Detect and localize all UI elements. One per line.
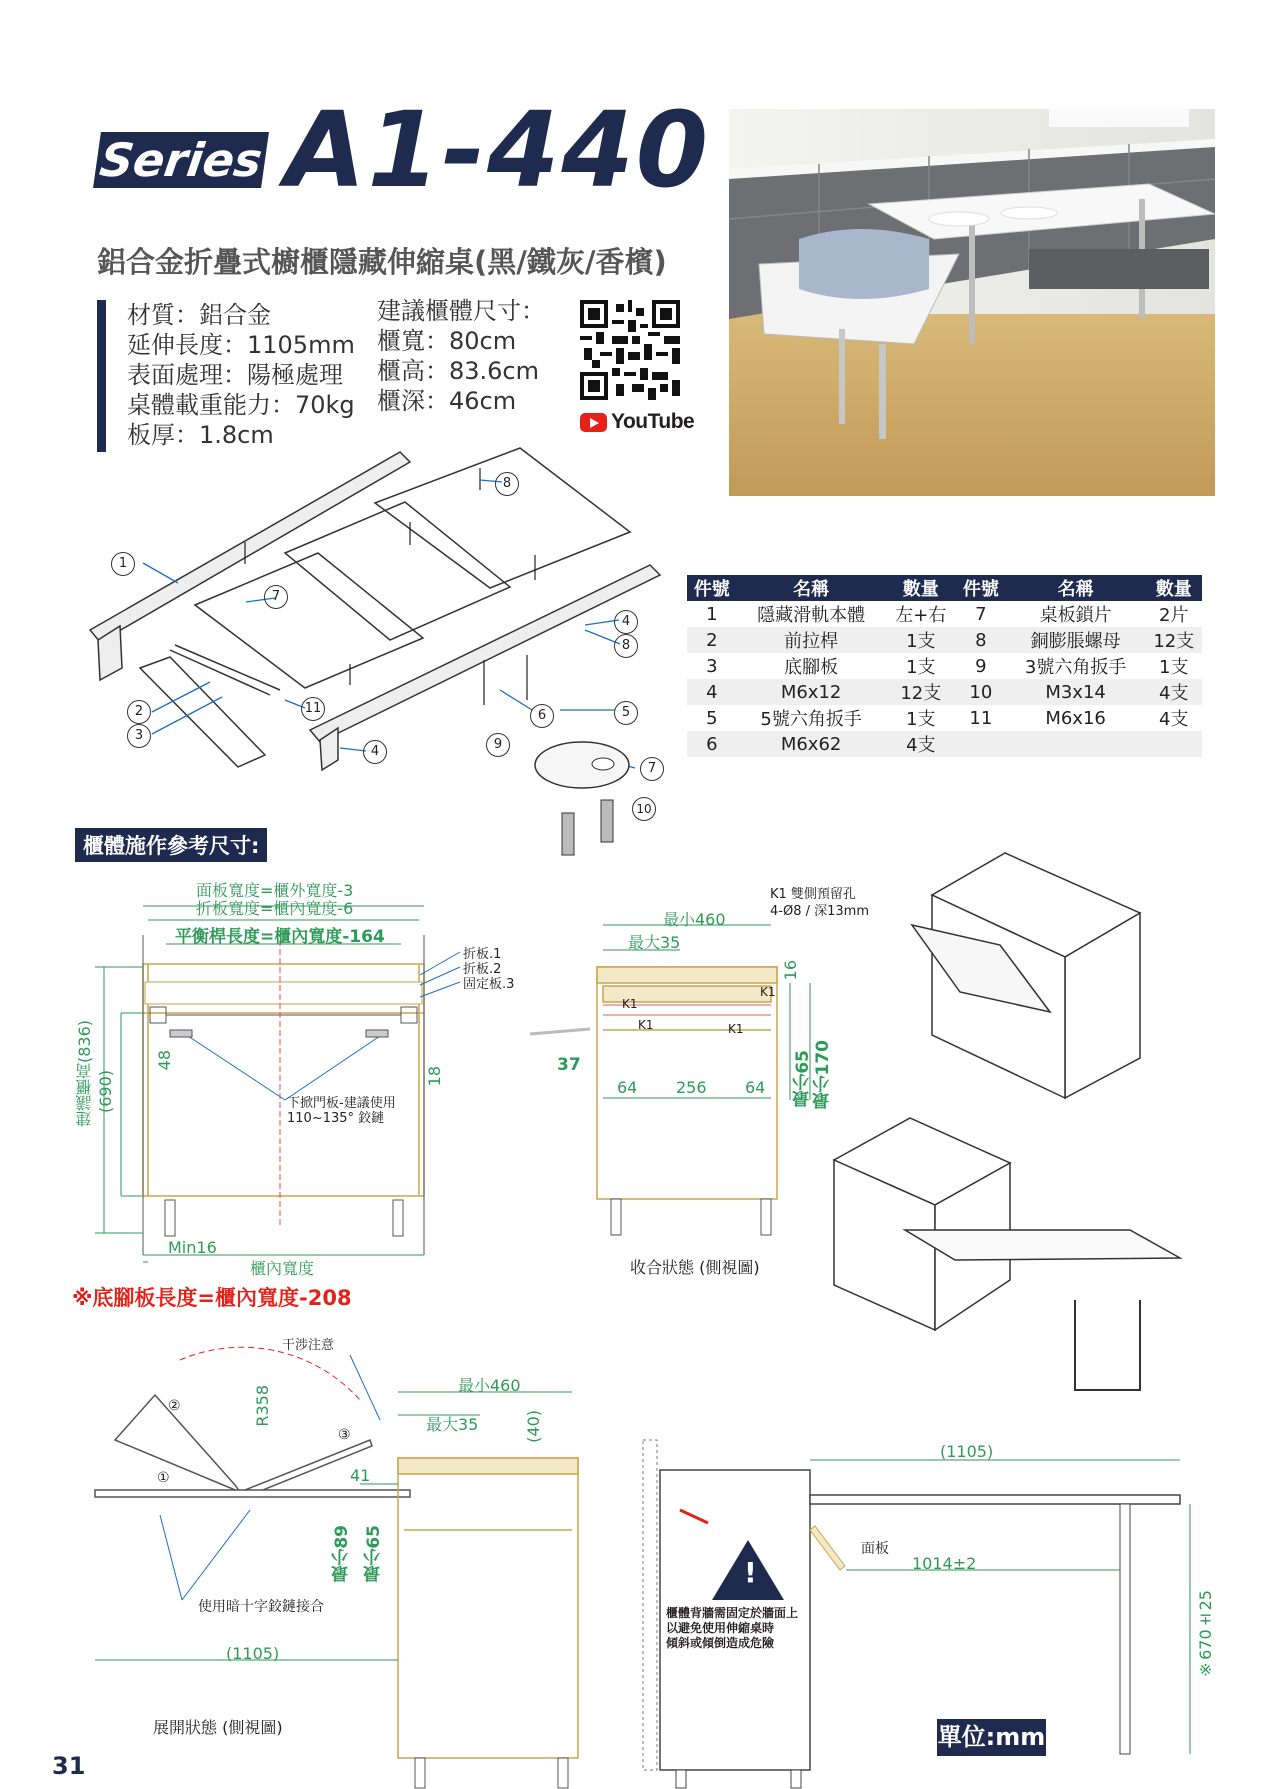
- callout-1: 1: [111, 552, 135, 576]
- table-cell: 9: [975, 655, 987, 677]
- callout-6: 6: [530, 704, 554, 728]
- dim-690: (690): [96, 1070, 115, 1114]
- cabinet-size-item: 櫃高：83.6cm: [377, 357, 540, 385]
- dim-cabinet-height: 建議櫃高(836): [75, 1020, 94, 1128]
- callout-7: 7: [264, 585, 288, 609]
- dim-inner-width: 櫃內寬度: [250, 1259, 315, 1278]
- section-title: 櫃體施作參考尺寸:: [75, 828, 267, 862]
- table-cell: 1: [706, 603, 718, 625]
- col-header: 件號: [687, 575, 737, 601]
- table-cell: 7: [975, 603, 987, 625]
- k1-label: K1: [638, 1018, 654, 1032]
- table-cell: 5: [706, 707, 718, 729]
- dim-height: ※670±25: [1196, 1590, 1215, 1679]
- dim-r358: R358: [253, 1385, 272, 1427]
- col-header: 件號: [956, 575, 1006, 601]
- dim-64a: 64: [617, 1078, 638, 1097]
- model-number: A1-440: [285, 89, 711, 211]
- warning-icon: !: [744, 1556, 757, 1589]
- dim-balance-bar: 平衡桿長度=櫃內寬度-164: [175, 927, 385, 947]
- table-cell: 1支: [1159, 657, 1189, 678]
- step-1-marker: ①: [157, 1470, 170, 1486]
- table-cell: 前拉桿: [737, 627, 886, 653]
- unit-label: 單位:mm: [937, 1719, 1046, 1756]
- dim-max35: 最大35: [426, 1415, 479, 1434]
- warning-line: 傾斜或傾倒造成危險: [666, 1636, 775, 1650]
- dim-min89: 最小89: [332, 1525, 352, 1583]
- dim-16: 16: [781, 960, 800, 981]
- closed-caption: 收合狀態 (側視圖): [630, 1258, 760, 1277]
- table-cell: 12支: [886, 679, 956, 705]
- spec-item: 桌體載重能力：70kg: [127, 391, 355, 419]
- dim-fold-width: 折板寬度=櫃內寬度-6: [196, 899, 354, 918]
- table-cell: 3: [706, 655, 718, 677]
- cabinet-size-item: 櫃寬：80cm: [377, 327, 517, 355]
- dim-min16: Min16: [168, 1238, 217, 1257]
- door-note-1: 下掀門板-建議使用: [287, 1096, 396, 1111]
- callout-4: 4: [614, 610, 638, 634]
- dim-1105: (1105): [940, 1442, 994, 1461]
- col-header: 名稱: [737, 575, 886, 601]
- table-cell: M3x14: [1006, 679, 1146, 705]
- table-cell: 2片: [1159, 605, 1189, 626]
- table-cell: M6x12: [737, 679, 886, 705]
- table-cell: M6x16: [1045, 707, 1106, 729]
- dim-48: 48: [155, 1050, 174, 1071]
- label-fold-2: 折板.2: [463, 962, 502, 977]
- dim-min65: 最小65: [793, 1050, 813, 1108]
- dim-1014: 1014±2: [912, 1554, 977, 1573]
- table-cell: 5號六角扳手: [760, 709, 862, 730]
- dim-18: 18: [425, 1066, 444, 1087]
- hinge-label: 使用暗十字鉸鏈接合: [198, 1599, 324, 1615]
- panel-label: 面板: [861, 1541, 889, 1557]
- footplate-length-note: ※底腳板長度=櫃內寬度-208: [72, 1286, 352, 1310]
- youtube-label: YouTube: [611, 410, 695, 433]
- dim-panel-width: 面板寬度=櫃外寬度-3: [196, 881, 354, 900]
- callout-2: 2: [127, 700, 151, 724]
- table-cell: 12支: [1146, 627, 1202, 653]
- spec-item: 板厚：1.8cm: [127, 421, 274, 449]
- table-cell: 1支: [906, 709, 936, 730]
- table-cell: 4: [687, 679, 737, 705]
- table-cell: 隱藏滑軌本體: [757, 605, 866, 626]
- table-cell: 2: [687, 627, 737, 653]
- k1-label: K1: [728, 1022, 744, 1036]
- callout-5: 5: [614, 701, 638, 725]
- dim-37: 37: [557, 1055, 581, 1075]
- k1-label: K1: [760, 985, 776, 999]
- dim-40: (40): [524, 1410, 543, 1443]
- table-cell: 1支: [886, 627, 956, 653]
- door-note-2: 110~135° 鉸鏈: [287, 1111, 385, 1126]
- callout-9: 9: [486, 733, 510, 757]
- warning-text: [666, 1606, 798, 1651]
- open-caption: 展開狀態 (側視圖): [153, 1718, 283, 1737]
- col-header: 數量: [1146, 575, 1202, 601]
- spec-item: 材質：鋁合金: [127, 301, 271, 329]
- warning-line: 以避免使用伸縮桌時: [666, 1621, 775, 1635]
- callout-3: 3: [127, 724, 151, 748]
- step-3-marker: ③: [338, 1427, 351, 1443]
- table-cell: 1支: [906, 657, 936, 678]
- page-number: 31: [52, 1752, 86, 1780]
- table-cell: 左+右: [895, 605, 947, 626]
- label-fixed-plate: 固定板.3: [463, 977, 515, 992]
- step-2-marker: ②: [168, 1398, 181, 1414]
- table-cell: 6: [687, 731, 737, 757]
- k1-title: K1 雙側預留孔: [770, 887, 856, 902]
- callout-8: 8: [614, 634, 638, 658]
- dim-min65: 最小65: [364, 1525, 384, 1583]
- table-cell: 銅膨脹螺母: [1006, 627, 1146, 653]
- dim-256: 256: [676, 1078, 707, 1097]
- interference-label: 干涉注意: [282, 1338, 335, 1353]
- table-cell: M6x62: [737, 731, 886, 757]
- dim-64b: 64: [745, 1078, 766, 1097]
- col-header: 名稱: [1006, 575, 1146, 601]
- k1-label: K1: [622, 997, 638, 1011]
- table-cell: 4支: [1159, 709, 1189, 730]
- label-fold-1: 折板.1: [463, 947, 502, 962]
- dim-max35: 最大35: [628, 933, 681, 952]
- cabinet-size-item: 櫃深：46cm: [377, 387, 517, 415]
- col-header: 數量: [886, 575, 956, 601]
- table-cell: 10: [956, 679, 1006, 705]
- warning-line: 櫃體背牆需固定於牆面上: [666, 1606, 799, 1620]
- table-cell: 4支: [1146, 679, 1202, 705]
- k1-spec: 4-Ø8 / 深13mm: [770, 904, 869, 919]
- table-cell: 桌板鎖片: [1039, 605, 1112, 626]
- callout-8: 8: [495, 472, 519, 496]
- dim-41: 41: [350, 1466, 371, 1485]
- product-subtitle: 鋁合金折疊式櫥櫃隱藏伸縮桌(黑/鐵灰/香檳): [97, 245, 667, 279]
- dim-min170: 最小170: [813, 1040, 833, 1110]
- callout-4: 4: [363, 740, 387, 764]
- dim-min460: 最小460: [458, 1376, 521, 1395]
- callout-7: 7: [640, 757, 664, 781]
- table-cell: 4支: [886, 731, 956, 757]
- table-cell: 底腳板: [784, 657, 839, 678]
- spec-item: 延伸長度：1105mm: [127, 331, 355, 359]
- cabinet-size-title: 建議櫃體尺寸：: [377, 297, 545, 325]
- table-cell: 11: [969, 707, 993, 729]
- dim-1105: (1105): [226, 1644, 280, 1663]
- table-cell: 3號六角扳手: [1024, 657, 1127, 678]
- series-badge: Series: [93, 132, 269, 188]
- callout-10: 10: [632, 797, 656, 821]
- dim-min460: 最小460: [663, 910, 726, 929]
- callout-11: 11: [301, 697, 325, 721]
- table-cell: 8: [956, 627, 1006, 653]
- spec-item: 表面處理：陽極處理: [127, 361, 343, 389]
